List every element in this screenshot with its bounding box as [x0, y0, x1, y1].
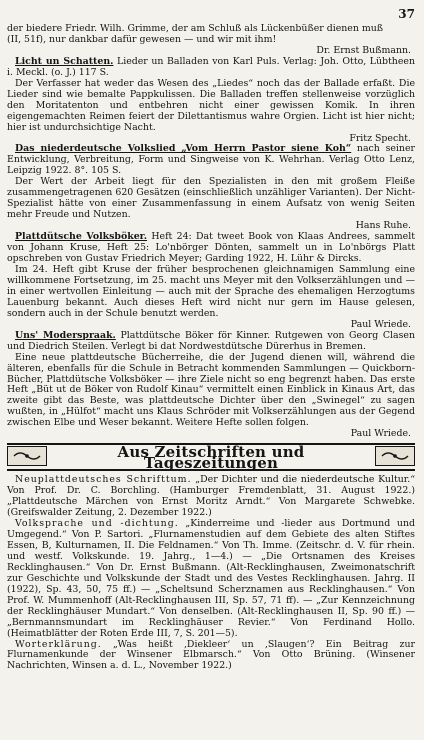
continuation-line: (II, 51f), nur dankbar dafür gewesen — und wir mit ihm!: [7, 33, 277, 45]
signature: Fritz Specht.: [349, 132, 411, 144]
page-number: 37: [398, 7, 415, 21]
review-citation: Heft 24: Dat tweet Book von Klaas Andrees, sammelt von Johann Kruse, Heft 25: Lo'nbörger Dönten, sammelt un in Lo'nbörgs Platt opschreben von Gustav Friedrich Meyer; Garding 1922, H. Lühr & Dircks.: [7, 231, 415, 265]
review-heading: [7, 232, 415, 265]
section-title: Aus Zeitschriften und Tageszeitungen: [117, 443, 305, 473]
review-body: Der Wert der Arbeit liegt für den Spezialisten in den mit großem Fleiße zusammengetragenen 620 Gesätzen (einschließlich unzähliger Varianten). Der Nicht-Spezialist hätte von einer Zusammenfassung in einem Aufsatz von wenig Seiten mehr Freude und Nutzen.: [7, 176, 415, 221]
entry-text: „Was heißt ‚Diekleer‘ un ‚Slaugen‘? Ein Beitrag zur Flurnamenkunde der Winsener Elbmarsch.“ Von Otto Brüning. (Winsener Nachrichten, Winsen a. d. L., November 1922.): [7, 638, 415, 672]
ornament-icon: [7, 446, 47, 466]
signature: Hans Ruhe.: [355, 220, 411, 232]
signature: Paul Wriede.: [350, 318, 411, 330]
review-title: Plattdütsche Volksböker.: [15, 231, 148, 243]
entry-lead: Volksprache und -dichtung.: [15, 518, 179, 530]
review-citation: Plattdütsche Böker för Kinner. Rutgewen von Georg Clasen und Diedrich Steilen. Verlegt bi dat Nordwestdütsche Dürerhus in Bremen.: [7, 329, 415, 352]
review-heading: [7, 144, 415, 177]
review-heading: [7, 57, 415, 79]
review-body: Im 24. Heft gibt Kruse der früher besprochenen gleichnamigen Sammlung eine willkommene Fortsetzung, im 25. macht uns Meyer mit den Volkserzählungen und — in einer wertvollen Einleitung — auch mit der Sprache des ehemaligen Herzogtums Lauenburg bekannt. Auch dieses Heft wird nicht nur gern im Hause gelesen, sondern auch in der Schule benutzt werden.: [7, 263, 415, 319]
signature: Paul Wriede.: [350, 428, 411, 440]
text-column: [7, 24, 415, 672]
review-heading: [7, 331, 415, 353]
ornament-icon: [375, 446, 415, 466]
review-title: Das niederdeutsche Volkslied „Vom Herrn Pastor siene Koh“: [15, 143, 352, 155]
signature: Dr. Ernst Bußmann.: [316, 44, 411, 56]
journal-entry: [7, 519, 415, 639]
entry-lead: Neuplattdeutsches Schrifttum.: [15, 474, 192, 486]
journal-entry: [7, 640, 415, 673]
entry-text: „Kinderreime und -lieder aus Dortmund und Umgegend.“ Von P. Sartori. „Flurnamenstudien auf dem Gebiete des alten Stiftes Essen, B, Kulturnamen, II. Die Feldnamen.“ Von Th. Imme. (Zeitschr. d. V. für rhein. und westf. Volkskunde. 19. Jahrg., 1—4.) — „Die Ortsnamen des Kreises Recklinghausen.“ Von Dr. Ernst Bußmann. (Alt-Recklinghausen, Zweimonatschrift zur Geschichte und Volkskunde der Stadt und des Vestes Recklinghausen. Jahrg. II (1922), Sp. 43, 50, 75 ff.) — „Scheltsund Scherznamen aus Recklinghausen.“ Von Prof. W. Mummenhoff (Alt-Recklinghausen III, Sp. 57, 71 ff). — „Zur Kennzeichnung der Recklinghäuser Mundart.“ Von denselben. (Alt-Recklinghausen II, Sp. 90 ff.) — „Bernmannsmundart im Recklinghäuser Revier.“ Von Ferdinand Hollo. (Heimatblätter der Roten Erde III, 7, S. 201—5).: [7, 518, 415, 639]
journal-entries: [7, 475, 415, 672]
review-title: Licht un Schatten.: [15, 55, 114, 67]
review-title: Uns' Moderspraak.: [15, 329, 116, 341]
review-body: Der Verfasser hat weder das Wesen des „Liedes“ noch das der Ballade erfaßt. Die Lieder sind wie bemalte Pappkulissen. Die Balladen treffen stellenweise vorzüglich den Moritatenton und entbehren nicht einer gewissen Komik. In ihren eigengemachten Reimen feiert der Dilettantismus wahre Orgien. Licht ist hier nicht; hier ist undurchsichtige Nacht.: [7, 77, 415, 133]
review-citation: Lieder un Balladen von Karl Puls. Verlag: Joh. Otto, Lübtheen i. Meckl. (o. J.) 117 S.: [7, 55, 415, 78]
journal-entry: [7, 475, 415, 519]
continuation-line: der biedere Friedr. Wilh. Grimme, der am Schluß als Lückenbüßer dienen muß: [7, 23, 384, 34]
section-banner: [7, 443, 415, 471]
entry-lead: Worterklärung.: [15, 638, 102, 650]
entry-text: „Der Dichter und die niederdeutsche Kultur.“ Von Prof. Dr. C. Borchling. (Hamburger Fremdenblatt, 31. August 1922.) „Plattdeutsche Märchen von Ernst Moritz Arndt.“ Von Margarete Schwebke. (Greifswalder Zeitung, 2. Dezember 1922.): [7, 474, 415, 519]
review-citation: nach seiner Entwicklung, Verbreitung, Form und Singweise von K. Wehrhan. Verlag Otto Lenz, Leipzig 1922. 8°. 105 S.: [7, 143, 415, 177]
review-body: Eine neue plattdeutsche Bücherreihe, die der Jugend dienen will, während die älteren, ebenfalls für die Schule in Betracht kommenden Sammlungen — Quickborn-Bücher, Plattdütsche Volksböker — ihre Ziele nicht so eng begrenzt haben. Das erste Heft „Büt ut de Böker von Rudolf Kinau“ vermittelt einen Einblick in Kinaus Art, das zweite gibt das Beste, was plattdeutsche Dichter über den „Swinegel“ zu sagen wußten, in „Hülfot“ macht uns Klaus Schröder mit Volkserzählungen aus der Gegend zwischen Elbe und Weser bekannt. Weitere Hefte sollen folgen.: [7, 351, 415, 429]
